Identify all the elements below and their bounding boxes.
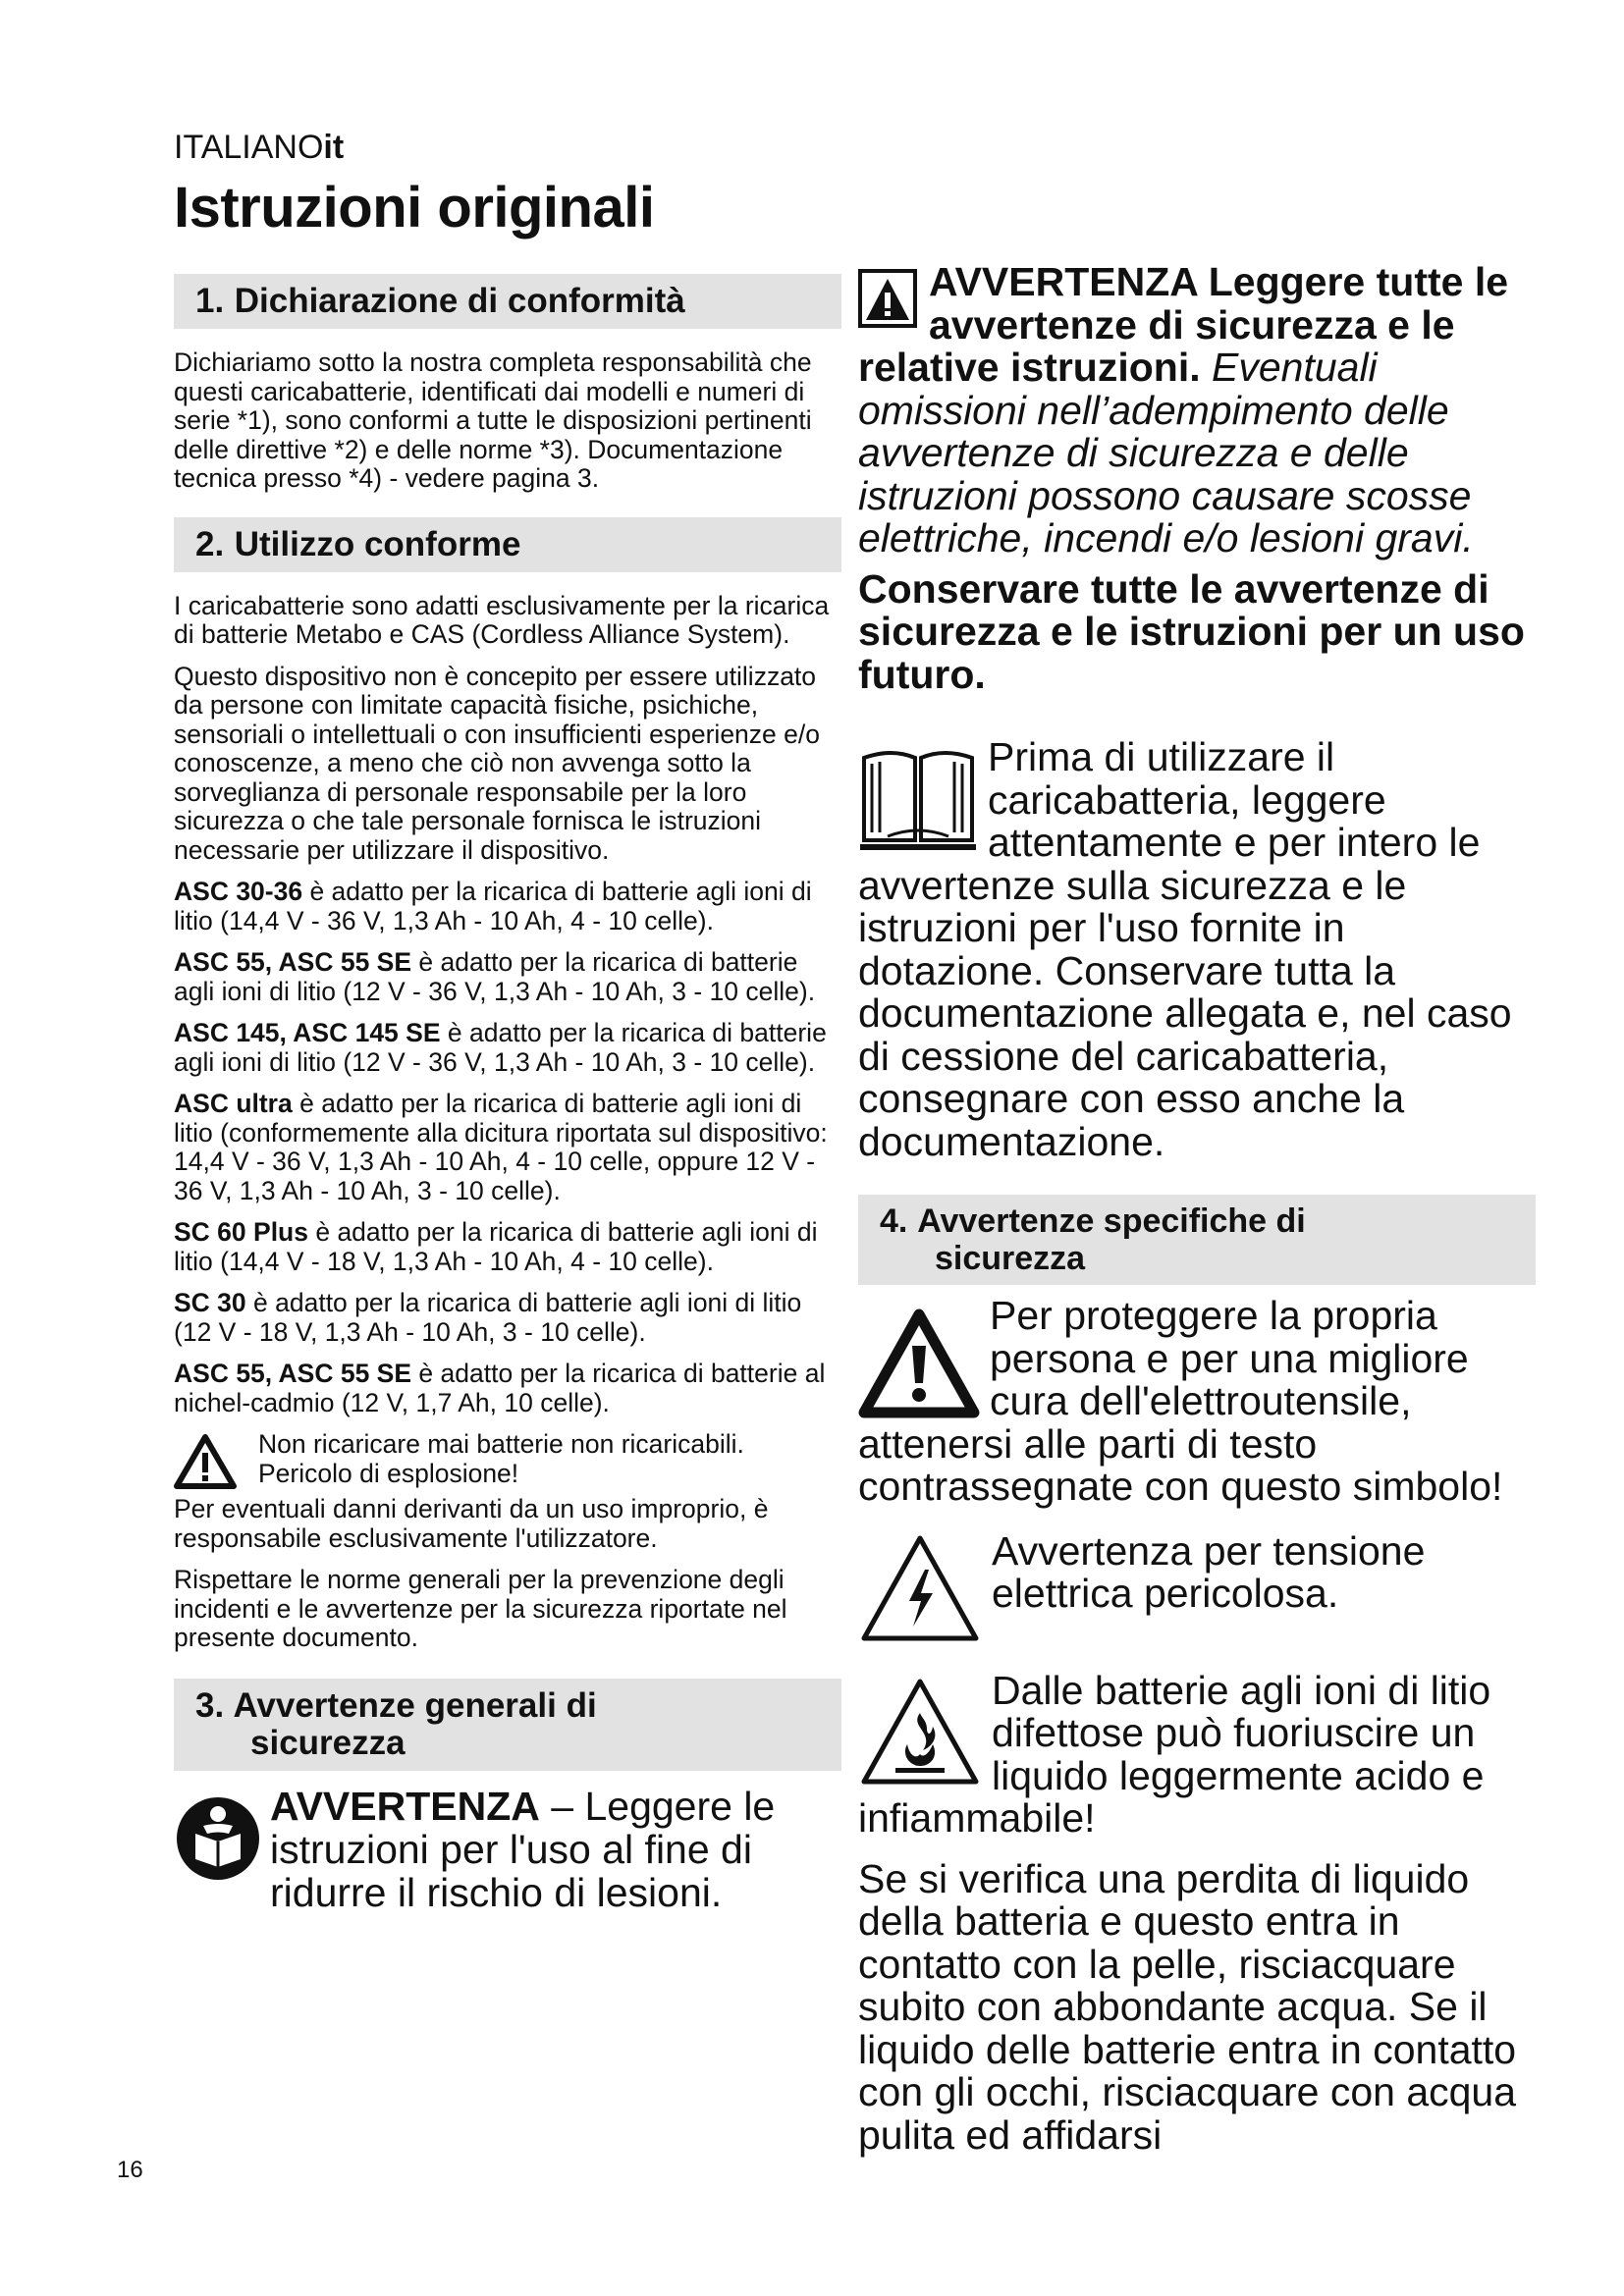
page-title: Istruzioni originali [174, 176, 655, 240]
language-code: it [323, 129, 345, 166]
section-2-paragraph-3: Per eventuali danni derivanti da un uso improprio, è responsabile esclusivamente l'utilizzatore. [174, 1494, 769, 1553]
read-instructions-block [858, 736, 1536, 1163]
page-number: 16 [117, 2157, 143, 2183]
general-warning-italic: Eventuali omissioni nell’adempimento delle avvertenze di sicurezza e delle istruzioni possono causare scosse elettriche, incendi e/o lesioni gravi. [858, 345, 1474, 561]
read-manual-icon [174, 1794, 262, 1883]
warning-triangle-icon [174, 1434, 237, 1489]
warning-triangle-icon [858, 1308, 980, 1418]
voltage-warning-block [858, 1527, 1536, 1644]
explosion-warning-text: Non ricaricare mai batterie non ricaricabili. Pericolo di esplosione! [258, 1429, 744, 1488]
warning-triangle-icon [858, 269, 917, 328]
acid-warning-block [858, 1667, 1536, 1841]
read-manual-warning [174, 1785, 841, 1914]
section-4-heading: 4. Avvertenze specifiche di sicurezza [858, 1195, 1536, 1285]
high-voltage-icon [858, 1532, 982, 1644]
section-2-paragraph-2: Questo dispositivo non è concepito per essere utilizzato da persone con limitate capacità fisiche, psichiche, sensoriali o intellettuali o con insufficienti esperienze e/o conoscenze, a meno che ciò non avvenga sotto la sorveglianza di personale responsabile per la loro sicurezza o che tale personale fornisca le istruzioni necessarie per utilizzare il dispositivo. [174, 661, 820, 865]
model-asc-55-nicd: ASC 55, ASC 55 SE è adatto per la ricarica di batterie al nichel-cadmio (12 V, 1,7 Ah, 10 celle). [174, 1359, 826, 1417]
symbol-explanation-block [858, 1295, 1536, 1509]
model-asc-145: ASC 145, ASC 145 SE è adatto per la ricarica di batterie agli ioni di litio (12 V - 36 V, 1,3 Ah - 10 Ah, 3 - 10 celle). [174, 1018, 827, 1077]
flammable-icon [858, 1676, 982, 1788]
section-2-paragraph-4: Rispettare le norme generali per la prevenzione degli incidenti e le avvertenze per la sicurezza riportate nel presente documento. [174, 1565, 787, 1652]
explosion-warning [174, 1430, 841, 1489]
general-warning-bold: AVVERTENZA Leggere tutte le avvertenze di sicurezza e le relative istruzioni. [858, 259, 1509, 390]
section-1-heading: 1. Dichiarazione di conformità [174, 274, 841, 329]
acid-warning-text: Dalle batterie agli ioni di litio difettose può fuoriuscire un liquido leggermente acido e infiammabile! [858, 1667, 1491, 1841]
model-asc-55: ASC 55, ASC 55 SE è adatto per la ricarica di batterie agli ioni di litio (12 V - 36 V, 1,3 Ah - 10 Ah, 3 - 10 celle). [174, 947, 816, 1006]
battery-leak-text: Se si verifica una perdita di liquido della batteria e questo entra in contatto con la pelle, risciacquare subito con abbondante acqua. Se il liquido delle batterie entra in contatto con gli occhi, risciacquare con acqua pulita ed affidarsi [858, 1855, 1517, 2158]
model-sc-30: SC 30 è adatto per la ricarica di batterie agli ioni di litio (12 V - 18 V, 1,3 Ah - 10 Ah, 3 - 10 celle). [174, 1288, 802, 1347]
section-1-text: Dichiariamo sotto la nostra completa responsabilità che questi caricabatterie, identificati dai modelli e numeri di serie *1), sono conformi a tutte le disposizioni pertinenti delle direttive *2) e delle norme *3). Documentazione tecnica presso *4) - vedere pagina 3. [174, 347, 812, 493]
model-sc-60-plus: SC 60 Plus è adatto per la ricarica di batterie agli ioni di litio (14,4 V - 18 V, 1,3 Ah - 10 Ah, 4 - 10 celle). [174, 1217, 818, 1276]
read-manual-warning-text: AVVERTENZA – Leggere le istruzioni per l'uso al fine di ridurre il rischio di lesioni. [270, 1783, 776, 1915]
open-book-icon [858, 742, 978, 852]
general-warning-block [858, 261, 1536, 561]
model-asc-30-36: ASC 30-36 è adatto per la ricarica di batterie agli ioni di litio (14,4 V - 36 V, 1,3 Ah - 10 Ah, 4 - 10 celle). [174, 877, 812, 935]
section-2-paragraph-1: I caricabatterie sono adatti esclusivamente per la ricarica di batterie Metabo e CAS (Cordless Alliance System). [174, 590, 830, 649]
read-instructions-text: Prima di utilizzare il caricabatteria, leggere attentamente e per intero le avvertenze sulla sicurezza e le istruzioni per l'uso fornite in dotazione. Conservare tutta la documentazione allegata e, nel caso di cessione del caricabatteria, consegnare con esso anche la documentazione. [858, 734, 1512, 1164]
section-2-heading: 2. Utilizzo conforme [174, 517, 841, 572]
left-column [174, 274, 841, 1914]
voltage-warning-text: Avvertenza per tensione elettrica pericolosa. [992, 1527, 1426, 1616]
symbol-explanation-text: Per proteggere la propria persona e per una migliore cura dell'elettroutensile, attenersi alle parti di testo contrassegnate con questo simbolo! [858, 1293, 1503, 1509]
model-asc-ultra: ASC ultra è adatto per la ricarica di batterie agli ioni di litio (conformemente alla dicitura riportata sul dispositivo: 14,4 V - 36 V, 1,3 Ah - 10 Ah, 4 - 10 celle, oppure 12 V - 36 V, 1,3 Ah - 10 Ah, 3 - 10 celle). [174, 1089, 828, 1205]
right-column [858, 261, 1536, 2197]
keep-instructions-text: Conservare tutte le avvertenze di sicurezza e le istruzioni per un uso futuro. [858, 565, 1525, 697]
language-label: ITALIANOit [174, 129, 345, 166]
section-3-heading: 3. Avvertenze generali di sicurezza [174, 1679, 841, 1771]
